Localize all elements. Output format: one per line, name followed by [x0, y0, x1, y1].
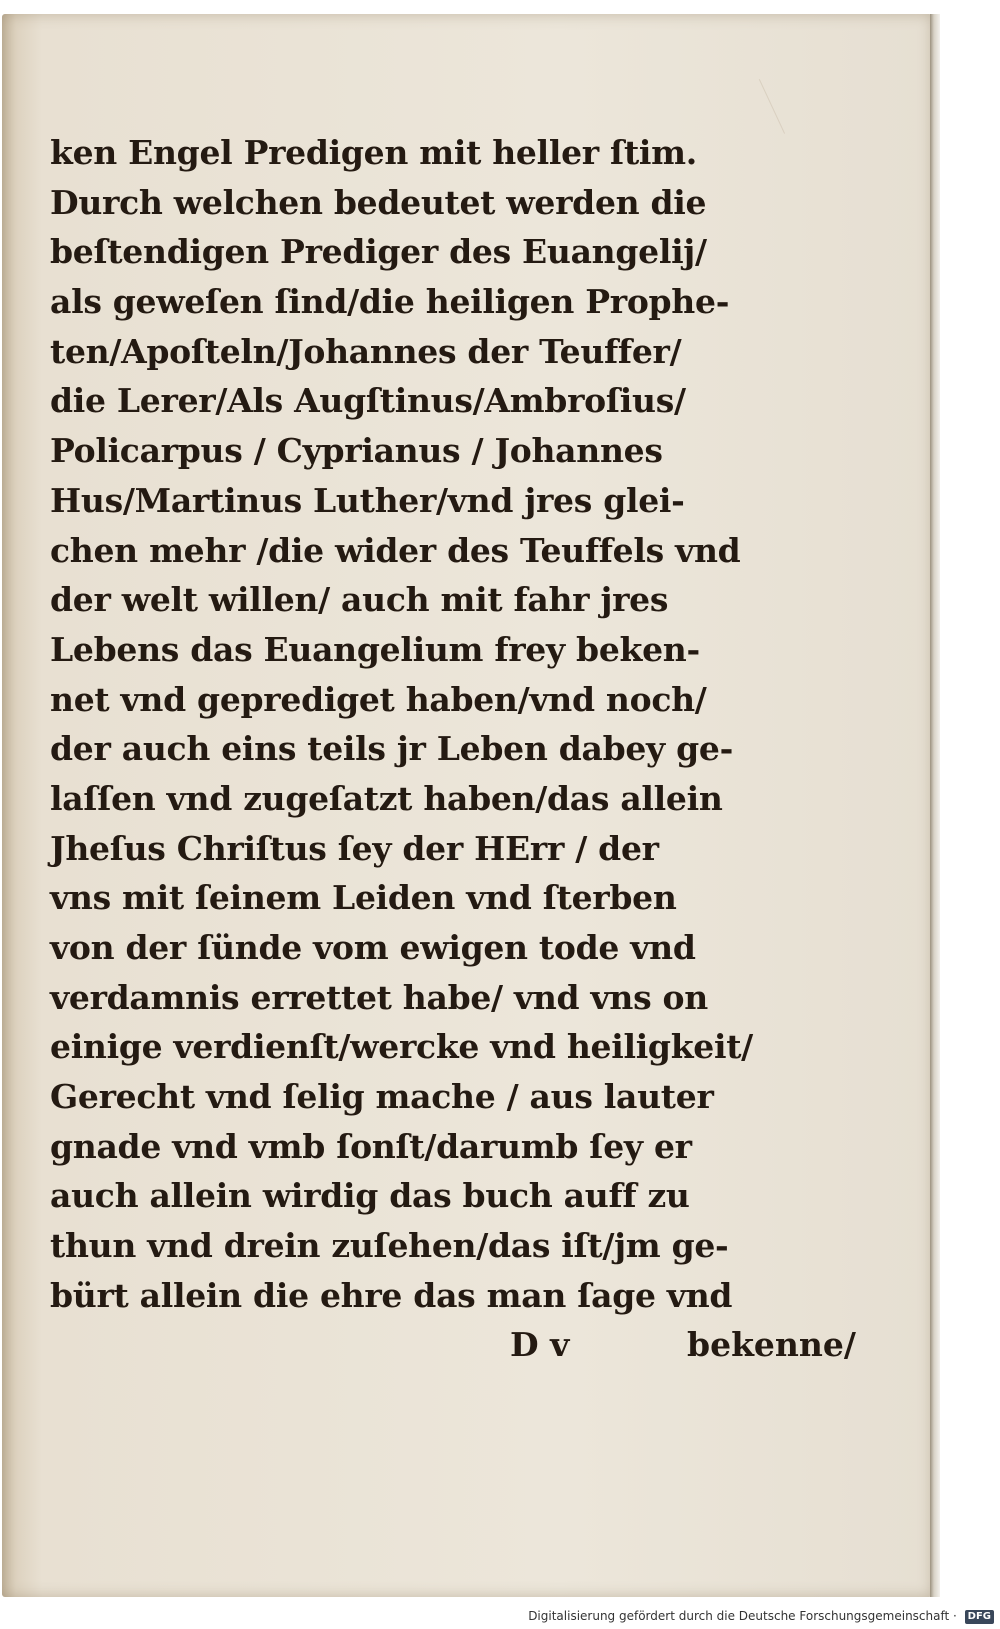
text-line: net vnd geprediget haben/vnd noch/ — [50, 679, 707, 719]
text-line: thun vnd drein zuſehen/das iſt/jm ge- — [50, 1226, 729, 1266]
text-line: einige verdienſt/wercke vnd heiligkeit/ — [50, 1027, 753, 1067]
text-line: vns mit ſeinem Leiden vnd ſterben — [50, 878, 677, 918]
text-line: von der ſünde vom ewigen tode vnd — [50, 928, 696, 967]
text-line: laſſen vnd zugeſatzt haben/das allein — [50, 778, 723, 818]
text-line: chen mehr /die wider des Teuffels vnd — [50, 530, 741, 570]
text-line: die Lerer/Als Augſtinus/Ambroſius/ — [50, 381, 686, 421]
catchword: bekenne/ — [687, 1325, 856, 1364]
body-text — [50, 128, 795, 1321]
text-line: der welt willen/ auch mit fahr jres — [50, 580, 669, 620]
text-line: ten/Apoſteln/Johannes der Teuffer/ — [50, 331, 682, 371]
text-line: der auch eins teils jr Leben dabey ge- — [50, 729, 733, 769]
text-line: beſtendigen Prediger des Euangelij/ — [50, 232, 707, 272]
text-line: Lebens das Euangelium frey beken- — [50, 629, 700, 669]
text-line: ken Engel Predigen mit heller ſtim. — [50, 133, 697, 172]
text-line: Durch welchen bedeutet werden die — [50, 182, 707, 222]
text-line: auch allein wirdig das buch auff zu — [50, 1176, 690, 1216]
signature-mark: D v — [510, 1325, 570, 1364]
text-line: Gerecht vnd ſelig mache / aus lauter — [50, 1077, 714, 1117]
text-line: Jheſus Chriſtus ſey der HErr / der — [50, 828, 659, 868]
text-line: Hus/Martinus Luther/vnd jres glei- — [50, 480, 685, 520]
funding-text: Digitalisierung gefördert durch die Deutsche Forschungsgemeinschaft · — [528, 1609, 957, 1623]
text-line: bürt allein die ehre das man ſage vnd — [50, 1275, 733, 1315]
page-edge — [930, 14, 940, 1597]
text-line: als geweſen ſind/die heiligen Prophe- — [50, 282, 730, 322]
page-bottom-line — [50, 1320, 856, 1370]
funding-footer — [528, 1605, 994, 1627]
text-line: Policarpus / Cyprianus / Johannes — [50, 431, 663, 471]
text-line: gnade vnd vmb ſonſt/darumb ſey er — [50, 1126, 692, 1166]
text-line: verdamnis errettet habe/ vnd vns on — [50, 977, 708, 1017]
dfg-logo: DFG — [965, 1610, 994, 1624]
